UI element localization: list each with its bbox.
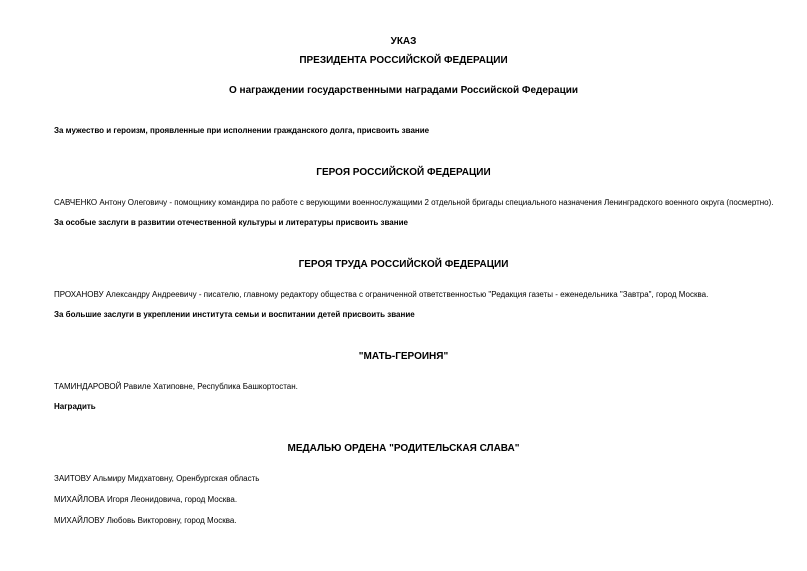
recipient-entry: ПРОХАНОВУ Александру Андреевичу - писателю, главному редактору общества с ограниченной ответственностью "Редакция газеты - еженедельника "Завтра", город Москва. bbox=[54, 290, 709, 299]
document-subtitle: ПРЕЗИДЕНТА РОССИЙСКОЙ ФЕДЕРАЦИИ bbox=[299, 55, 508, 66]
section-intro: Наградить bbox=[54, 402, 96, 411]
section-intro: За мужество и героизм, проявленные при исполнении гражданского долга, присвоить звание bbox=[54, 126, 430, 135]
award-title: ГЕРОЯ ТРУДА РОССИЙСКОЙ ФЕДЕРАЦИИ bbox=[298, 259, 509, 270]
section-intro: За большие заслуги в укреплении института семьи и воспитании детей присвоить звание bbox=[54, 310, 415, 319]
document-title: УКАЗ bbox=[390, 36, 417, 47]
award-title: "МАТЬ-ГЕРОИНЯ" bbox=[358, 351, 449, 362]
recipient-entry: САВЧЕНКО Антону Олеговичу - помощнику командира по работе с верующими военнослужащими 2 отдельной бригады специального назначения Ленинградского военного округа (посмертно). bbox=[54, 198, 774, 207]
recipient-entry: МИХАЙЛОВУ Любовь Викторовну, город Москва. bbox=[54, 516, 237, 525]
award-title: МЕДАЛЬЮ ОРДЕНА "РОДИТЕЛЬСКАЯ СЛАВА" bbox=[287, 443, 520, 454]
section-intro: За особые заслуги в развитии отечественной культуры и литературы присвоить звание bbox=[54, 218, 408, 227]
recipient-entry: ТАМИНДАРОВОЙ Равиле Хатиповне, Республика Башкортостан. bbox=[54, 382, 298, 391]
award-title: ГЕРОЯ РОССИЙСКОЙ ФЕДЕРАЦИИ bbox=[316, 167, 491, 178]
recipient-entry: МИХАЙЛОВА Игоря Леонидовича, город Москва. bbox=[54, 495, 238, 504]
document-heading: О награждении государственными наградами Российской Федерации bbox=[228, 85, 579, 96]
recipient-entry: ЗАИТОВУ Альмиру Мидхатовну, Оренбургская область bbox=[54, 474, 260, 483]
